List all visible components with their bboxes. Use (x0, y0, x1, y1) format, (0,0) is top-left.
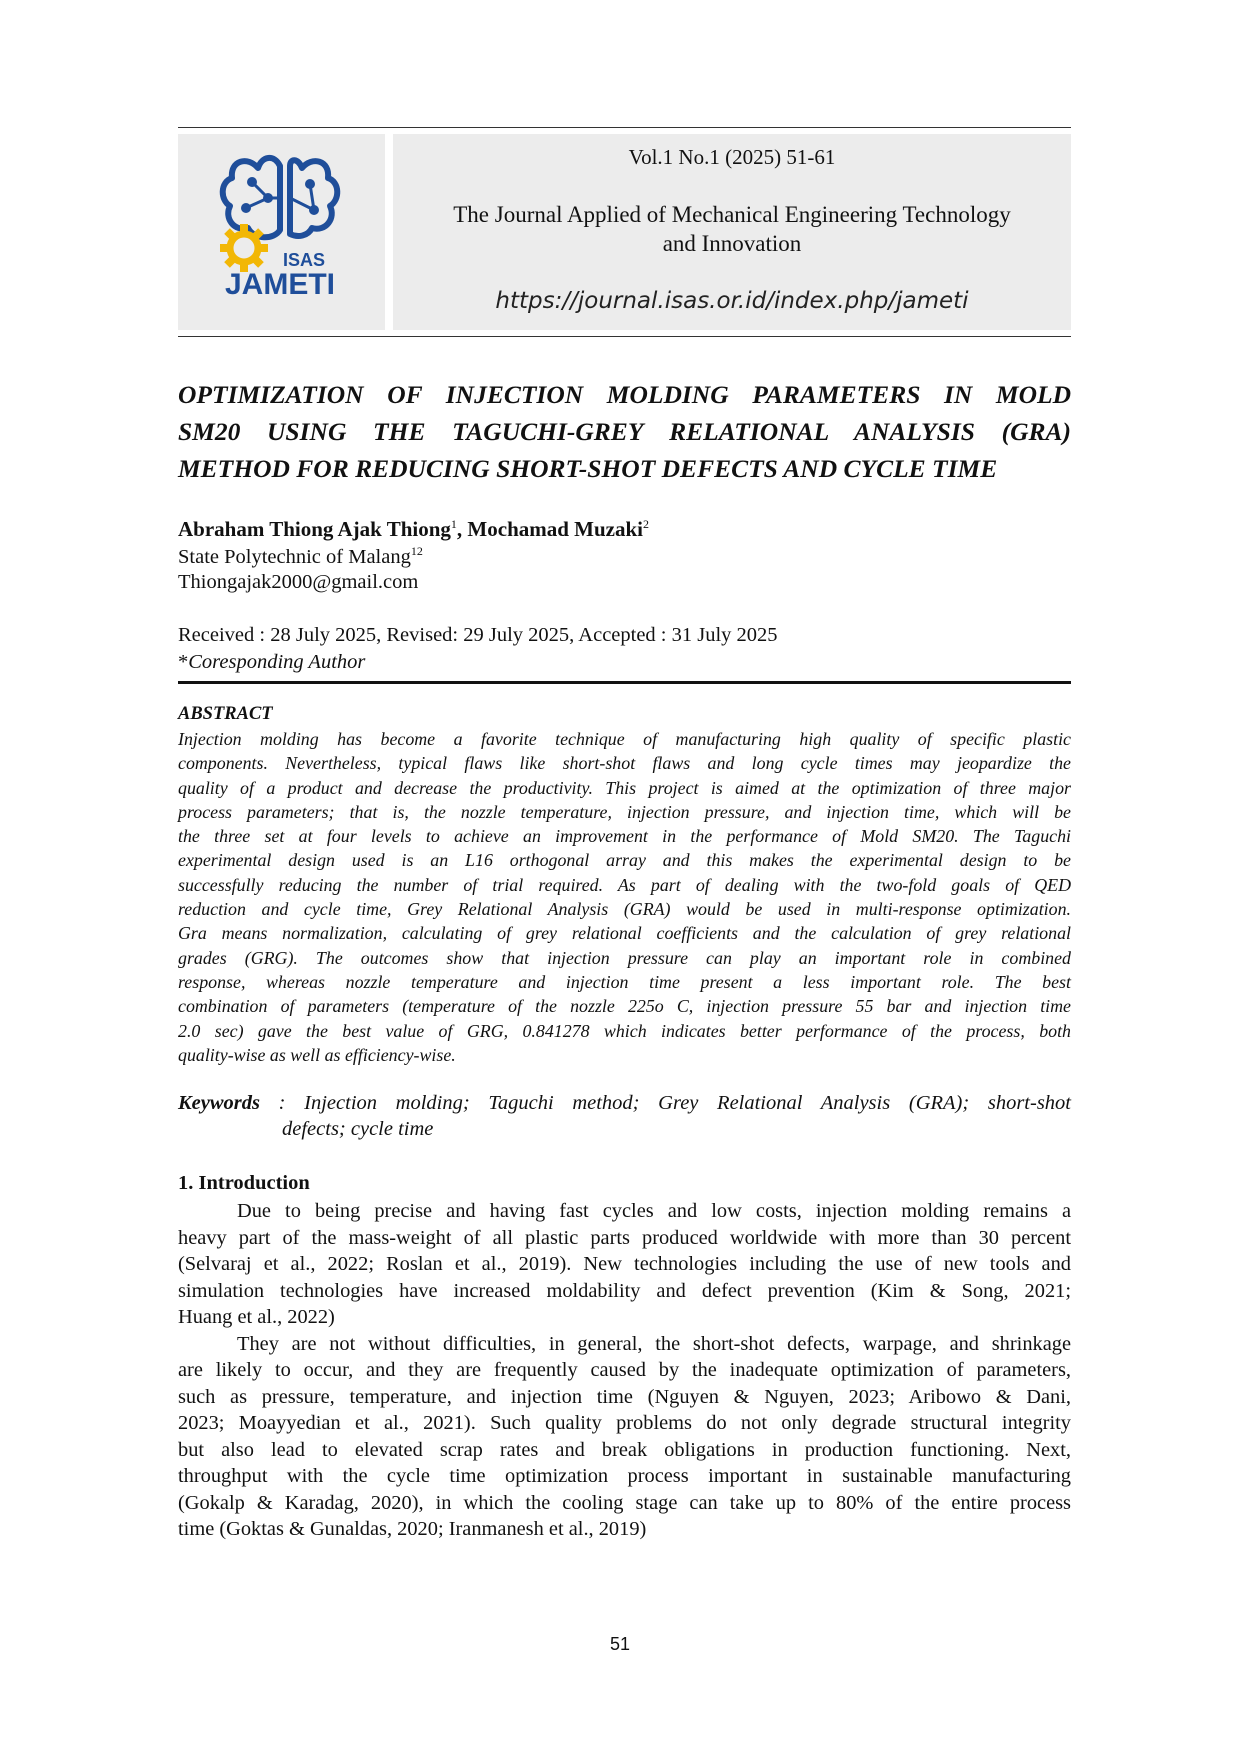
abstract-body (178, 727, 1071, 1067)
paragraph-line: Due to being precise and having fast cycles and low costs, injection molding remains a (237, 1200, 1071, 1222)
title-line: METHOD FOR REDUCING SHORT-SHOT DEFECTS AND CYCLE TIME (178, 454, 998, 483)
affiliation (178, 544, 423, 569)
abstract-line: quality of a product and decrease the productivity. This project is aimed at the optimization of three major (178, 777, 1071, 798)
paper-title (178, 376, 1071, 487)
author-list (178, 517, 649, 542)
abstract-line: successfully reducing the number of trial required. As part of dealing with the two-fold goals of QED (178, 874, 1071, 895)
journal-name-line2: and Innovation (662, 231, 802, 256)
abstract-line: reduction and cycle time, Grey Relational Analysis (GRA) would be used in multi-response optimization. (178, 899, 1071, 920)
author-email[interactable]: Thiongajak2000@gmail.com (178, 571, 419, 593)
logo-text-isas: ISAS (282, 250, 326, 270)
abstract-line: process parameters; that is, the nozzle temperature, injection pressure, and injection time, which will be (178, 801, 1071, 822)
author-name: Mochamad Muzaki (467, 517, 643, 541)
affiliation-name: State Polytechnic of Malang (178, 546, 411, 568)
abstract-line: 2.0 sec) gave the best value of GRG, 0.841278 which indicates better performance of the process, both (178, 1020, 1071, 1041)
abstract-line: experimental design used is an L16 orthogonal array and this makes the experimental design to be (178, 850, 1071, 871)
abstract-line: grades (GRG). The outcomes show that injection pressure can play an important role in combined (178, 947, 1071, 968)
author-separator: , (456, 517, 468, 541)
paragraph-line: throughput with the cycle time optimization process important in sustainable manufacturing (178, 1465, 1071, 1487)
journal-name-line1: The Journal Applied of Mechanical Engineering Technology (453, 202, 1011, 227)
header-bottom-rule (178, 336, 1071, 337)
abstract-line: Gra means normalization, calculating of grey relational coefficients and the calculation of grey relational (178, 923, 1071, 944)
author-affiliation-mark: 2 (643, 517, 649, 531)
paragraph-line: (Gokalp & Karadag, 2020), in which the cooling stage can take up to 80% of the entire process (178, 1491, 1071, 1514)
abstract-line: response, whereas nozzle temperature and injection time present a less important role. The best (178, 971, 1071, 992)
paragraph-line: simulation technologies have increased moldability and defect prevention (Kim & Song, 2021; (178, 1279, 1071, 1302)
abstract-line: Injection molding has become a favorite technique of manufacturing high quality of specific plastic (178, 729, 1071, 749)
introduction-heading: 1. Introduction (178, 1172, 310, 1194)
logo-text-jameti: JAMETI (224, 268, 336, 301)
introduction-body (178, 1198, 1071, 1543)
journal-url-link[interactable]: https://journal.isas.or.id/index.php/jameti (495, 288, 969, 314)
title-line: OPTIMIZATION OF INJECTION MOLDING PARAMETERS IN MOLD (178, 380, 1071, 409)
paragraph-line: Huang et al., 2022) (178, 1306, 335, 1328)
paragraph-line: They are not without difficulties, in general, the short-shot defects, warpage, and shrinkage (237, 1332, 1071, 1355)
paragraph-line: but also lead to elevated scrap rates and break obligations in production functioning. Next, (178, 1438, 1071, 1461)
corresponding-star: * (178, 651, 189, 673)
author-name: Abraham Thiong Ajak Thiong (178, 517, 451, 541)
volume-info: Vol.1 No.1 (2025) 51-61 (628, 145, 836, 169)
keywords (178, 1090, 1071, 1142)
paragraph-line: are likely to occur, and they are frequently caused by the inadequate optimization of parameters, (178, 1359, 1071, 1381)
page-number: 51 (609, 1634, 631, 1654)
affiliation-mark: 12 (410, 544, 423, 558)
paragraph-line: (Selvaraj et al., 2022; Roslan et al., 2019). New technologies including the use of new tools and (178, 1253, 1071, 1275)
brain-gear-logo-icon (218, 148, 348, 308)
abstract-heading: ABSTRACT (178, 704, 273, 724)
journal-name (413, 200, 1051, 258)
abstract-line: quality-wise as well as efficiency-wise. (178, 1044, 456, 1065)
abstract-line: combination of parameters (temperature of the nozzle 225o C, injection pressure 55 bar and injection time (178, 996, 1071, 1017)
keywords-line: defects; cycle time (282, 1118, 434, 1140)
paragraph-line: 2023; Moayyedian et al., 2021). Such quality problems do not only degrade structural integrity (178, 1412, 1071, 1434)
keywords-line (178, 1090, 1071, 1116)
paragraph-line: such as pressure, temperature, and injection time (Nguyen & Nguyen, 2023; Aribowo & Dani, (178, 1385, 1071, 1408)
abstract-line: the three set at four levels to achieve an improvement in the performance of Mold SM20. The Taguchi (178, 826, 1071, 847)
section-divider (178, 681, 1071, 684)
corresponding-label: Coresponding Author (188, 651, 366, 673)
title-line: SM20 USING THE TAGUCHI-GREY RELATIONAL ANALYSIS (GRA) (178, 417, 1071, 446)
paragraph-line: time (Goktas & Gunaldas, 2020; Iranmanesh et al., 2019) (178, 1518, 647, 1540)
author-affiliation-mark: 1 (450, 517, 457, 531)
header-top-rule (178, 127, 1071, 128)
keywords-text: : Injection molding; Taguchi method; Grey Relational Analysis (GRA); short-shot (278, 1092, 1072, 1114)
paragraph-line: heavy part of the mass-weight of all plastic parts produced worldwide with more than 30 percent (178, 1226, 1071, 1249)
submission-dates: Received : 28 July 2025, Revised: 29 July 2025, Accepted : 31 July 2025 (178, 624, 778, 646)
abstract-line: components. Nevertheless, typical flaws like short-shot flaws and long cycle times may jeopardize the (178, 753, 1071, 774)
corresponding-author-note (178, 651, 365, 674)
keywords-label: Keywords (178, 1092, 260, 1114)
